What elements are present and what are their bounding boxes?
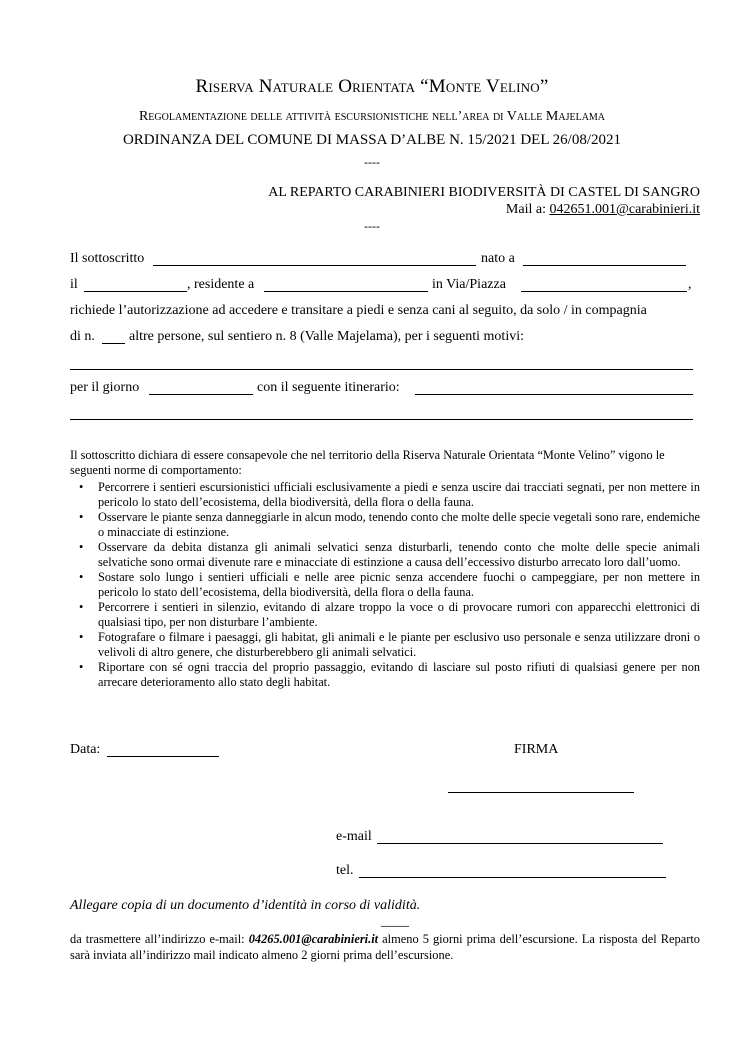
persons-count-field[interactable] [102, 343, 125, 344]
rule-text: Osservare da debita distanza gli animali selvatici senza disturbarli, tenendo conto che molte delle specie animali selvatiche sono ormai divenute rare e minacciate di estinzione a causa dell’eccessivo disturbo arrecato loro dall’uomo. [98, 540, 700, 569]
footer-text-after: almeno 5 giorni prima dell’escursione. La risposta del Reparto sarà inviata all’indirizzo mail indicato almeno 2 giorni prima dell’escursione. [70, 932, 701, 962]
tel-label: tel. [336, 863, 354, 878]
di-n-label: di n. [70, 329, 95, 344]
sign-date-field[interactable] [107, 756, 219, 757]
il-label: il [70, 277, 78, 292]
bullet: • [79, 630, 84, 644]
recipient-line: AL REPARTO CARABINIERI BIODIVERSITÀ DI CASTEL DI SANGRO [268, 185, 700, 200]
name-field[interactable] [153, 265, 476, 266]
via-label: in Via/Piazza [432, 277, 506, 292]
rules-list [70, 480, 700, 690]
footer-text [70, 931, 700, 963]
bullet: • [79, 600, 84, 614]
mail-label: Mail a: [505, 202, 550, 217]
footer-separator: ____ [381, 914, 409, 929]
attachment-note: Allegare copia di un documento d’identità in corso di validità. [70, 898, 421, 913]
altre-persone-text: altre persone, sul sentiero n. 8 (Valle Majelama), per i seguenti motivi: [129, 329, 524, 344]
reasons-field[interactable] [70, 369, 693, 370]
rule-text: Percorrere i sentieri escursionistici ufficiali esclusivamente a piedi e senza uscire dai tracciati segnati, per non mettere in pericolo lo stato dell’ecosistema, della biodiversità, della flora o della fauna. [98, 480, 700, 509]
residente-label: , residente a [187, 277, 255, 292]
bullet: • [79, 480, 84, 494]
birthdate-field[interactable] [84, 291, 187, 292]
bullet: • [79, 510, 84, 524]
rule-item [79, 600, 700, 630]
residence-field[interactable] [264, 291, 428, 292]
rule-text: Osservare le piante senza danneggiarle in alcun modo, tenendo conto che molte delle specie vegetali sono rare, endemiche o minacciate di estinzione. [98, 510, 700, 539]
separator: ---- [364, 219, 380, 233]
separator: ---- [364, 155, 380, 169]
itinerario-label: con il seguente itinerario: [257, 380, 400, 395]
giorno-label: per il giorno [70, 380, 140, 395]
rule-item [79, 570, 700, 600]
comma: , [688, 277, 692, 292]
declaration-intro: Il sottoscritto dichiara di essere consapevole che nel territorio della Riserva Naturale Orientata “Monte Velino” vigono le seguenti norme di comportamento: [70, 448, 665, 477]
bullet: • [79, 660, 84, 674]
rule-item [79, 660, 700, 690]
firma-label: FIRMA [514, 742, 559, 757]
rule-item [79, 510, 700, 540]
rule-item [79, 480, 700, 510]
request-text: richiede l’autorizzazione ad accedere e transitare a piedi e senza cani al seguito, da solo / in compagnia [70, 303, 647, 318]
recipient-mail [506, 202, 700, 218]
street-field[interactable] [521, 291, 687, 292]
data-label: Data: [70, 742, 101, 757]
rule-text: Fotografare o filmare i paesaggi, gli habitat, gli animali e le piante per esclusivo uso personale e senza utilizzare droni o velivoli di altro genere, che disturberebbero gli animali selvatici. [98, 630, 700, 659]
rule-text: Percorrere i sentieri in silenzio, evitando di alzare troppo la voce o di provocare rumori con apparecchi elettronici di qualsiasi tipo, per non disturbare l’ambiente. [98, 600, 700, 629]
email-label: e-mail [336, 829, 372, 844]
signature-field[interactable] [448, 792, 634, 793]
sottoscritto-label: Il sottoscritto [70, 251, 145, 266]
declaration [70, 448, 700, 690]
nato-label: nato a [481, 251, 515, 266]
rule-text: Sostare solo lungo i sentieri ufficiali e nelle aree picnic senza accendere fuochi o campeggiare, per non mettere in pericolo lo stato dell’ecosistema, della biodiversità, della flora o della fauna. [98, 570, 700, 599]
rule-item [79, 540, 700, 570]
document-title: Riserva Naturale Orientata “Monte Velino” [195, 76, 549, 97]
document-subtitle: Regolamentazione delle attività escursionistiche nell’area di Valle Majelama [138, 109, 606, 124]
email-field[interactable] [377, 843, 663, 844]
itinerary-field[interactable] [415, 394, 693, 395]
rule-item [79, 630, 700, 660]
footer-text-before: da trasmettere all’indirizzo e-mail: [70, 932, 249, 946]
bullet: • [79, 540, 84, 554]
mail-address-link[interactable]: 042651.001@carabinieri.it [549, 202, 700, 217]
date-field[interactable] [149, 394, 253, 395]
itinerary-field-2[interactable] [70, 419, 693, 420]
bullet: • [79, 570, 84, 584]
rule-text: Riportare con sé ogni traccia del proprio passaggio, evitando di lasciare sul posto rifiuti di qualsiasi genere per non arrecare deterioramento allo stato degli habitat. [98, 660, 700, 689]
footer-email-link[interactable]: 04265.001@carabinieri.it [248, 932, 379, 946]
tel-field[interactable] [359, 877, 666, 878]
birthplace-field[interactable] [523, 265, 686, 266]
ordinance-line: ORDINANZA DEL COMUNE DI MASSA D’ALBE N. 15/2021 DEL 26/08/2021 [122, 132, 622, 148]
